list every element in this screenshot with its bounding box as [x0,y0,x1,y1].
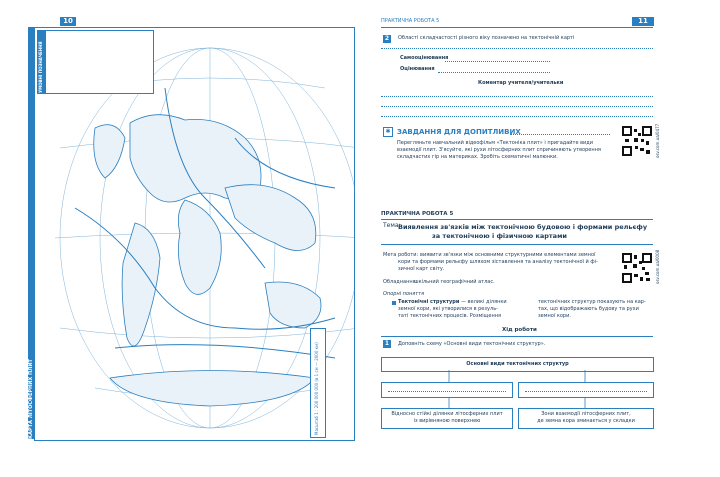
topic-label: Тема: [383,222,401,229]
box-left-line-2: із вирівняною поверхнею [413,417,481,424]
task2-text: Області складчастості різного віку позначено на тектонічній карті [398,35,575,41]
concept-line-3: таті тектонічних процесів. Розміщення [398,313,501,319]
assessment-label: Оцінювання [400,66,435,72]
topic-line-2: за тектонічною і фізичною картами [432,232,567,240]
qr-code-icon-2 [622,253,652,283]
map-side-title: КАРТА ЛІТОСФЕРНИХ ПЛИТ [28,27,34,439]
concept-line-1 [398,299,533,306]
task1-number: 1 [384,340,390,347]
pw-heading: ПРАКТИЧНА РОБОТА 5 [381,211,454,217]
topic-rule [381,244,653,245]
scale-text: Масштаб 1 : 200 000 000 (в 1 см — 2000 км) [314,342,319,435]
comment-line-2 [381,106,653,107]
goal-text-2: кори та формами рельєфу шляхом зіставлення та аналізу тектонічної й фі- [398,259,598,265]
scheme-blank-left[interactable] [381,382,513,398]
equip-label: Обладнання: [383,279,418,285]
concept-line-5: тах, що відображають будову та рухи [538,306,639,312]
curious-title-line [510,134,610,135]
goal-text-3: зичної карт світу. [398,266,445,272]
concept-definition: — великі ділянки [459,299,507,305]
progress-heading: Хід роботи [502,327,537,333]
progress-rule [381,336,653,337]
concepts-label: Опорні поняття [383,291,425,297]
equip-text: шкільний географічний атлас. [414,279,495,285]
self-assessment-line [445,61,550,62]
curious-title: ЗАВДАННЯ ДЛЯ ДОПИТЛИВИХ [397,128,521,136]
header-rule [381,27,653,28]
concept-line-4: тектонічних структур показують на кар- [538,299,646,305]
concept-line-2: земної кори, які утворилися в резуль- [398,306,498,312]
teacher-comment-label: Коментар учителя/учительки [478,80,564,86]
curious-text-1: Перегляньте навчальний відеофільм «Тектоніка плит» і пригадайте види [397,140,594,146]
goal-label: Мета роботи: [383,252,419,258]
tectonic-map [34,27,355,441]
topic-line-1: Виявлення зв'язків між тектонічною будовою і формами рельєфу [398,223,648,231]
task1-text: Доповніть схему «Основні види тектонічних структур». [398,341,546,347]
concept-bullet [392,301,396,305]
scale-box [310,328,326,438]
legend-title: УМОВНІ ПОЗНАЧЕННЯ [38,31,46,93]
pw-rule [381,219,653,220]
comment-line-1 [381,96,653,97]
right-page-number: 11 [632,17,654,26]
task2-line [381,48,653,49]
comment-line-3 [381,116,653,117]
scheme-box-left [381,408,513,429]
task2-number: 2 [384,35,390,42]
scheme-blank-right[interactable] [518,382,654,398]
qr-caption-2: osv.com.ua/0008 [655,249,660,284]
assessment-line [438,72,550,73]
scheme-box-right [518,408,654,429]
concept-term: Тектонічні структури [398,299,460,305]
box-left-line-1: Відносно стійкі ділянки літосферних плит [391,411,503,417]
scheme-title: Основні види тектонічних структур [466,361,569,367]
blank-left-line [388,391,506,392]
blank-right-line [525,391,647,392]
curious-text-3: складчастих гір на материках. Зробіть схематичні малюнки. [397,154,558,160]
left-page-number: 10 [60,17,76,26]
box-right-line-2: де земна кора зминається у складки [537,417,635,424]
self-assessment-label: Самооцінювання [400,55,449,61]
curious-text-2: взаємодії плит. З'ясуйте, які рухи літосферних плит спричиняють утворення [397,147,601,153]
curious-icon: ✱ [383,127,393,137]
goal-text-1: виявити зв'язки між основними структурними елементами земної [420,252,596,258]
box-right-line-1: Зони взаємодії літосферних плит, [541,411,631,417]
qr-caption-1: osv.com.ua/0477 [655,123,660,158]
concept-line-6: земної кори. [538,313,571,319]
running-head: ПРАКТИЧНА РОБОТА 5 [381,18,440,24]
qr-code-icon [622,126,652,156]
legend-box [37,30,154,94]
